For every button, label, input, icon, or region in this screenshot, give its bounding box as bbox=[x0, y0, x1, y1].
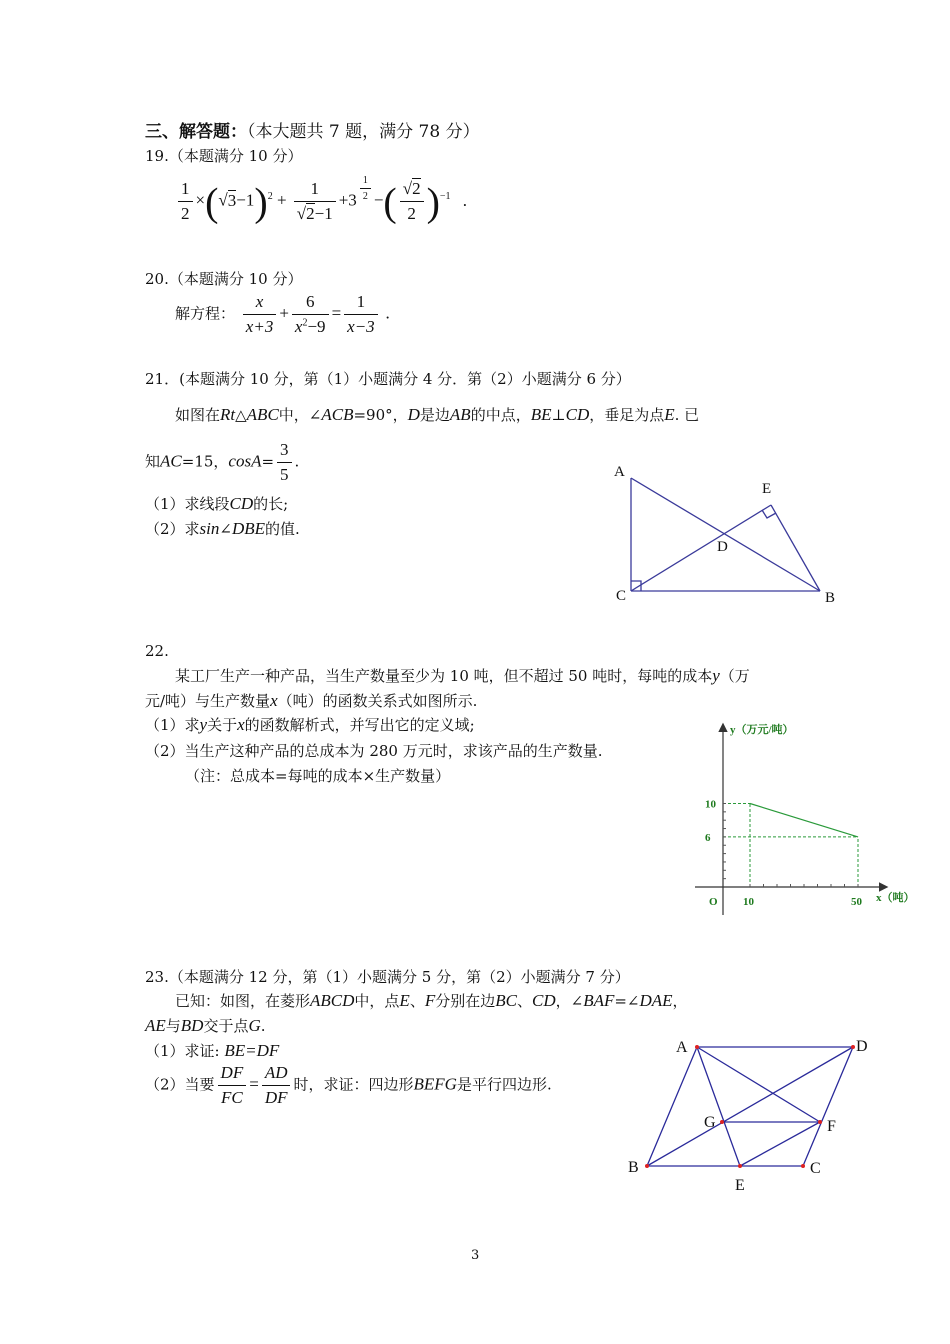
q20-header: 20.（本题满分 10 分） bbox=[145, 270, 303, 288]
q20-equation: 解方程： $\frac{x}{x+3}$ + $\frac{6}{x^2-9}$ = $\frac{1}{x-3}$ . bbox=[175, 292, 390, 336]
q22-cost-graph bbox=[690, 715, 915, 920]
q21-line2: 知AC=15，cosA= $\frac{3}{5}$ . bbox=[145, 440, 300, 484]
q21-header: 21．(本题满分 10 分，第（1）小题满分 4 分．第（2）小题满分 6 分） bbox=[145, 370, 631, 388]
label-b: B bbox=[628, 1159, 639, 1176]
label-f: F bbox=[827, 1118, 836, 1135]
x-axis-label: x（吨） bbox=[876, 892, 915, 904]
point-b bbox=[645, 1164, 649, 1168]
label-g: G bbox=[704, 1114, 716, 1131]
label-c: C bbox=[616, 588, 627, 604]
q22-note: （注：总成本=每吨的成本×生产数量） bbox=[185, 767, 451, 785]
label-a: A bbox=[614, 464, 625, 480]
origin-label: O bbox=[709, 896, 718, 908]
point-f bbox=[818, 1120, 822, 1124]
q19-header: 19.（本题满分 10 分） bbox=[145, 147, 303, 165]
point-e bbox=[738, 1164, 742, 1168]
segment-bd bbox=[647, 1047, 853, 1166]
x-tick-label-50: 50 bbox=[851, 896, 862, 908]
y-tick-label-6: 6 bbox=[705, 831, 711, 844]
q22-header: 22. bbox=[145, 642, 169, 660]
segment-ef bbox=[740, 1122, 820, 1166]
q21-sub2: （2）求sin∠DBE的值. bbox=[145, 519, 300, 538]
x-tick-label-10: 10 bbox=[743, 896, 754, 908]
label-a: A bbox=[676, 1039, 688, 1056]
label-b: B bbox=[825, 590, 836, 606]
q22-para-line2: 元/吨）与生产数量x（吨）的函数关系式如图所示. bbox=[145, 691, 478, 710]
segment-eb bbox=[771, 505, 820, 591]
q22-sub2: （2）当生产这种产品的总成本为 280 万元时，求该产品的生产数量. bbox=[145, 742, 603, 760]
q23-header: 23.（本题满分 12 分，第（1）小题满分 5 分，第（2）小题满分 7 分） bbox=[145, 968, 630, 986]
q23-line2: AE与BD交于点G. bbox=[145, 1016, 266, 1035]
point-d bbox=[851, 1045, 855, 1049]
y-axis-label: y（万元/吨） bbox=[730, 724, 794, 736]
q22-sub1: （1）求y关于x的函数解析式，并写出它的定义域; bbox=[145, 715, 475, 734]
q21-line1: 如图在Rt△ABC中，∠ACB=90°，D是边AB的中点，BE⊥CD，垂足为点E. 已 bbox=[175, 405, 700, 424]
point-c bbox=[801, 1164, 805, 1168]
segment-ae bbox=[697, 1047, 740, 1166]
section-title: 三、解答题：（本大题共 7 题，满分 78 分） bbox=[145, 122, 480, 142]
q22-para-line1: 某工厂生产一种产品，当生产数量至少为 10 吨，但不超过 50 吨时，每吨的成本y（万 bbox=[175, 666, 750, 685]
label-e: E bbox=[762, 481, 772, 497]
segment-ce bbox=[631, 505, 771, 591]
series-line bbox=[750, 804, 858, 837]
q21-sub1: （1）求线段CD的长; bbox=[145, 494, 289, 513]
q23-line1: 已知：如图，在菱形ABCD中，点E、F分别在边BC、CD，∠BAF=∠DAE， bbox=[175, 991, 688, 1010]
label-d: D bbox=[717, 539, 728, 555]
point-g bbox=[720, 1120, 724, 1124]
y-tick-label-10: 10 bbox=[705, 798, 716, 811]
point-a bbox=[695, 1045, 699, 1049]
page-number: 3 bbox=[471, 1248, 480, 1263]
label-c: C bbox=[810, 1160, 821, 1177]
q23-sub2: （2）当要 $\frac{DF}{FC}$ = $\frac{AD}{DF}$ 时，求证：四边形BEFG是平行四边形. bbox=[145, 1063, 552, 1107]
segment-af bbox=[697, 1047, 820, 1122]
label-e: E bbox=[735, 1177, 745, 1194]
q23-sub1: （1）求证: BE=DF bbox=[145, 1041, 280, 1060]
q19-expression: $\frac{1}{2}$ $\times(√3-1)^2$ + $\frac{1}{√2-1}$ +3 $\frac{1}{2}$ −( $\frac{√2}{2}$ )$^{-1}$ . bbox=[175, 175, 467, 225]
q21-triangle-figure bbox=[600, 455, 850, 610]
q23-rhombus-figure bbox=[620, 1030, 880, 1200]
label-d: D bbox=[856, 1038, 868, 1055]
